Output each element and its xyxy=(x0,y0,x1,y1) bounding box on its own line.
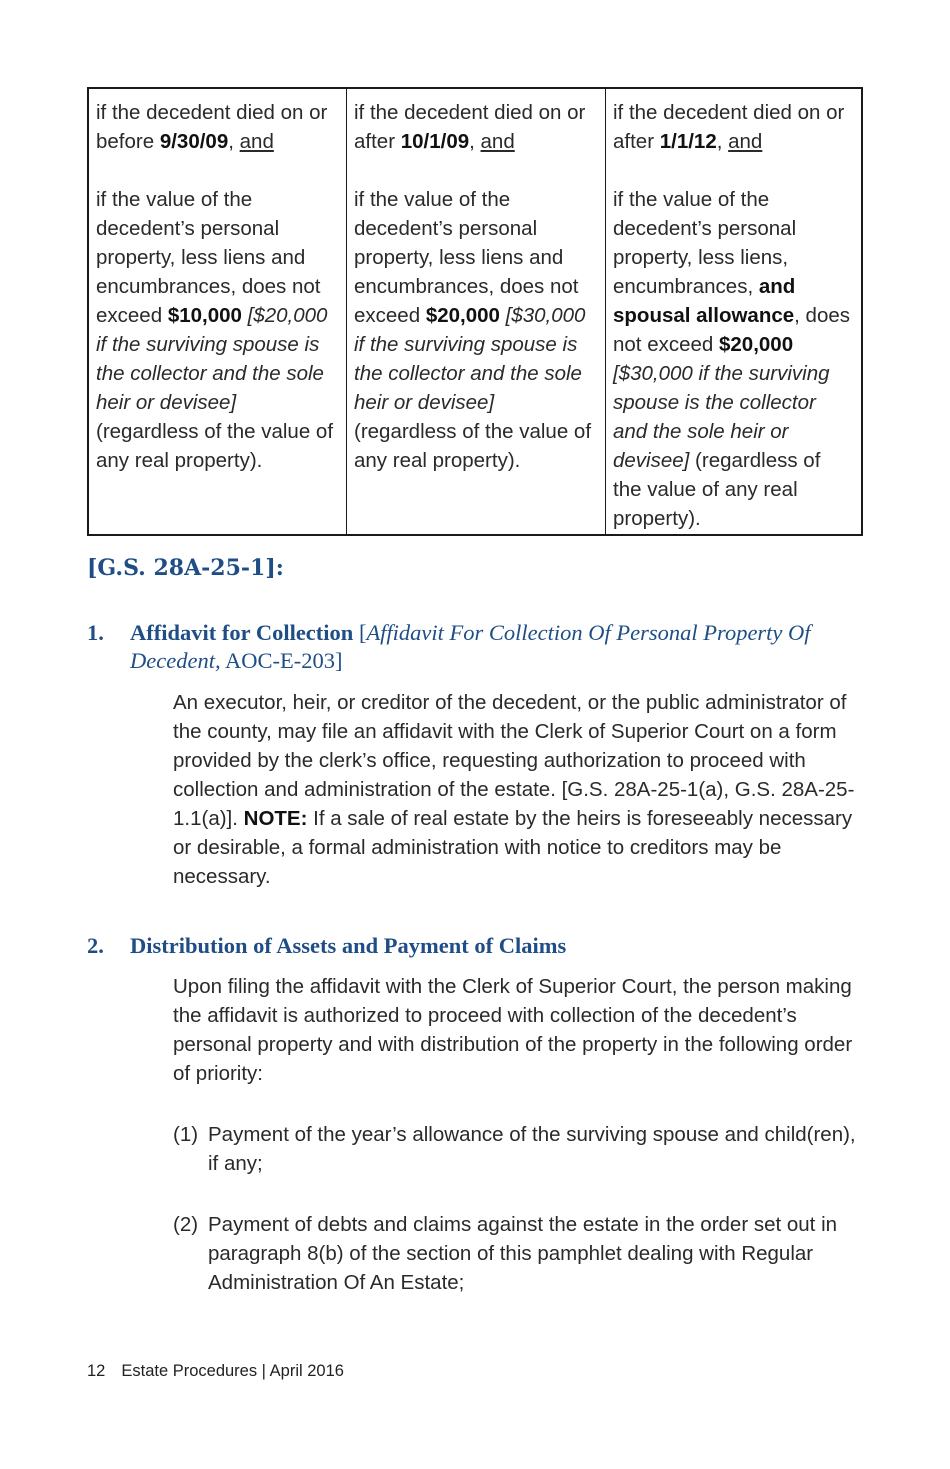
value-amount: $20,000 xyxy=(719,333,794,356)
value-amount: $20,000 xyxy=(425,304,500,327)
value-text: if the value of the decedent’s personal property, less liens and encumbrances, does not exceed xyxy=(96,188,321,327)
page-number: 12 xyxy=(87,1362,106,1380)
condition-date: 1/1/12 xyxy=(659,130,717,153)
list-item-label: (2) xyxy=(173,1213,199,1236)
statute-reference: [G.S. 28A-25-1]: xyxy=(87,555,284,581)
condition-and: and xyxy=(728,130,763,153)
spouse-exception: [$30,000 if the surviving spouse is the collector and the sole heir or devisee] xyxy=(354,304,586,414)
value-suffix: (regardless of the value of any real property). xyxy=(96,420,334,472)
list-item xyxy=(173,1120,863,1178)
value-mid: , does not exceed xyxy=(613,304,851,356)
bracket-open: [ xyxy=(353,620,367,645)
death-date-condition xyxy=(96,98,339,156)
condition-separator: , xyxy=(469,130,481,153)
table-column-1 xyxy=(89,89,347,534)
section-title: Distribution of Assets and Payment of Claims xyxy=(130,933,567,958)
publication-title: Estate Procedures | April 2016 xyxy=(121,1362,344,1380)
value-suffix: (regardless of the value of any real property). xyxy=(613,449,821,530)
condition-separator: , xyxy=(716,130,729,153)
note-text: If a sale of real estate by the heirs is foreseeably necessary or desirable, a formal administration with notice to creditors may be necessary. xyxy=(173,807,853,888)
condition-and: and xyxy=(480,130,515,153)
section-1-body xyxy=(173,688,863,891)
list-item-text: Payment of debts and claims against the estate in the order set out in paragraph 8(b) of the section of this pamphlet dealing with Regular Administration Of An Estate; xyxy=(208,1213,838,1294)
section-1-heading xyxy=(87,619,867,675)
form-code: AOC-E-203] xyxy=(220,648,343,673)
note-label: NOTE: xyxy=(243,807,308,830)
value-text: if the value of the decedent’s personal property, less liens, encumbrances, xyxy=(613,188,797,298)
list-item xyxy=(173,1210,863,1297)
section-heading-text xyxy=(130,619,867,675)
section-number: 2. xyxy=(87,933,104,958)
value-condition xyxy=(96,185,339,475)
body-text: An executor, heir, or creditor of the decedent, or the public administrator of the county, may file an affidavit with the Clerk of Superior Court on a form provided by the clerk’s office, requesting authorization to proceed with collection and administration of the estate. [G.S. 28A-25-1(a), G.S. 28A-25-1.1(a)]. xyxy=(173,691,855,830)
condition-text: if the decedent died on or after xyxy=(354,101,586,153)
value-condition xyxy=(354,185,598,475)
death-date-condition xyxy=(613,98,854,156)
section-2-heading xyxy=(87,932,867,960)
threshold-table xyxy=(87,87,863,536)
death-date-condition xyxy=(354,98,598,156)
value-amount: $10,000 xyxy=(167,304,242,327)
value-condition xyxy=(613,185,854,533)
section-number: 1. xyxy=(87,620,104,645)
condition-text: if the decedent died on or before xyxy=(96,101,328,153)
table-column-2 xyxy=(347,89,606,534)
form-title: Affidavit For Collection Of Personal Property Of Decedent, xyxy=(130,620,811,673)
condition-date: 10/1/09 xyxy=(400,130,470,153)
spouse-exception: [$20,000 if the surviving spouse is the collector and the sole heir or devisee] xyxy=(96,304,328,414)
section-title: Affidavit for Collection xyxy=(130,620,354,645)
condition-text: if the decedent died on or after xyxy=(613,101,845,153)
table-column-3 xyxy=(606,89,861,534)
value-suffix: (regardless of the value of any real property). xyxy=(354,420,592,472)
spousal-allowance-term: and spousal allowance xyxy=(613,275,796,327)
section-2-body: Upon filing the affidavit with the Clerk of Superior Court, the person making the affidavit is authorized to proceed with collection of the decedent’s personal property and with distribution of the property in the following order of priority: xyxy=(173,975,853,1085)
list-item-text: Payment of the year’s allowance of the surviving spouse and child(ren), if any; xyxy=(208,1123,856,1175)
condition-date: 9/30/09 xyxy=(159,130,229,153)
condition-and: and xyxy=(239,130,274,153)
condition-separator: , xyxy=(228,130,240,153)
value-text: if the value of the decedent’s personal property, less liens and encumbrances, does not exceed xyxy=(354,188,579,327)
page-footer xyxy=(87,1362,344,1381)
list-item-label: (1) xyxy=(173,1123,199,1146)
spouse-exception: [$30,000 if the surviving spouse is the collector and the sole heir or devisee] xyxy=(613,362,830,472)
